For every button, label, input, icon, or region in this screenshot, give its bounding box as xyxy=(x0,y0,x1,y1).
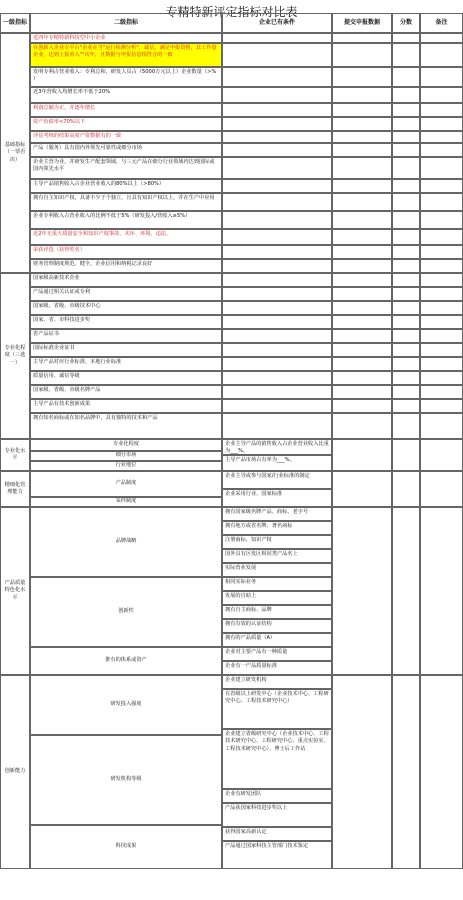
blank-cell xyxy=(332,179,392,193)
blank-cell xyxy=(332,259,392,273)
blank-cell xyxy=(420,471,463,507)
blank-cell xyxy=(420,117,463,131)
header-cell: 分数 xyxy=(392,13,420,33)
indicator-item-b: 产品通过相关认证或专利 xyxy=(30,287,222,301)
indicator-item-b: 省产品证书 xyxy=(30,329,222,343)
blank-cell xyxy=(420,399,463,413)
blank-cell xyxy=(222,33,332,43)
condition-item: 有省级以上研发中心（企业技术中心、工程研究中心、工程技术研究中心） xyxy=(222,689,332,729)
evaluation-level2: 行业地位 xyxy=(30,461,222,471)
indicator-item-a: 资产负债率<70%以下 xyxy=(30,117,222,131)
blank-cell xyxy=(420,211,463,229)
blank-cell xyxy=(222,301,332,315)
condition-item: 获得国家高新认定 xyxy=(222,827,332,841)
blank-cell xyxy=(420,193,463,211)
blank-cell xyxy=(332,131,392,143)
blank-cell xyxy=(420,273,463,287)
condition-item: 企业主导或参与国家/行业标准的制定 xyxy=(222,471,332,489)
evaluation-level2: 科技成果 xyxy=(30,825,222,869)
header-cell: 二级指标 xyxy=(30,13,222,33)
blank-cell xyxy=(420,67,463,87)
blank-cell xyxy=(222,193,332,211)
blank-cell xyxy=(222,385,332,399)
blank-cell xyxy=(332,33,392,43)
condition-item: 相同实际业务 xyxy=(222,577,332,591)
blank-cell xyxy=(420,675,463,869)
condition-item: 实际营业发展 xyxy=(222,563,332,577)
blank-cell xyxy=(392,507,420,675)
condition-item: 企业主导产品的销售收入占企业营业收入比重为___%。 xyxy=(222,439,332,455)
blank-cell xyxy=(332,157,392,179)
blank-cell xyxy=(332,67,392,87)
blank-cell xyxy=(420,87,463,103)
blank-cell xyxy=(420,315,463,329)
blank-cell xyxy=(392,103,420,117)
indicator-item-b: 国家、省、市科技进步奖 xyxy=(30,315,222,329)
blank-cell xyxy=(222,43,332,67)
blank-cell xyxy=(222,117,332,131)
blank-cell xyxy=(332,43,392,67)
blank-cell xyxy=(222,399,332,413)
blank-cell xyxy=(392,87,420,103)
blank-cell xyxy=(420,229,463,245)
blank-cell xyxy=(332,143,392,157)
blank-cell xyxy=(420,143,463,157)
blank-cell xyxy=(222,131,332,143)
blank-cell xyxy=(392,245,420,259)
indicator-item-a: 发明专利占营业收入：专利总和，研发人员占（5000万元以上）企业数量（>% ） xyxy=(30,67,222,87)
evaluation-level2: 研发投入强度 xyxy=(30,675,222,735)
blank-cell xyxy=(332,103,392,117)
blank-cell xyxy=(392,471,420,507)
blank-cell xyxy=(222,179,332,193)
blank-cell xyxy=(332,87,392,103)
blank-cell xyxy=(392,273,420,287)
blank-cell xyxy=(332,343,392,357)
blank-cell xyxy=(222,245,332,259)
blank-cell xyxy=(392,211,420,229)
indicator-item-a: 近2年无重大质量安全和知识产权事故，未环、环境、违法。 xyxy=(30,229,222,245)
indicator-item-a: 荣获评选（获得奖名） xyxy=(30,245,222,259)
blank-cell xyxy=(332,507,392,675)
indicator-item-a: 拥有自主知识产权，具备不少于个独立，且具有知识产权以上，并在生产中应用 xyxy=(30,193,222,211)
blank-cell xyxy=(420,329,463,343)
blank-cell xyxy=(332,371,392,385)
blank-cell xyxy=(392,259,420,273)
blank-cell xyxy=(332,117,392,131)
blank-cell xyxy=(222,67,332,87)
blank-cell xyxy=(392,67,420,87)
blank-cell xyxy=(392,675,420,869)
blank-cell xyxy=(392,399,420,413)
condition-item: 企业建立省级研究中心（企业技术中心、工程技术研究中心、工程研究中心、重点实验室、工程技术研究中心）、博士后工作站 xyxy=(222,729,332,789)
evaluation-level1: 产品质量特色化水平 xyxy=(0,507,30,675)
blank-cell xyxy=(420,259,463,273)
evaluation-level1: 精细化管理能力 xyxy=(0,471,30,507)
blank-cell xyxy=(392,131,420,143)
condition-item: 主导产品市场占有率为___%。 xyxy=(222,455,332,471)
condition-item: 产品通过国家科技主管部门技术鉴定 xyxy=(222,841,332,869)
indicator-item-a: 利润总额为正，并逐年增长 xyxy=(30,103,222,117)
indicator-item-b: 质量信用、诚信等级 xyxy=(30,371,222,385)
indicator-item-b: 国家级高新技术企业 xyxy=(30,273,222,287)
condition-item: 注册商标、知识产权 xyxy=(222,535,332,549)
blank-cell xyxy=(222,87,332,103)
blank-cell xyxy=(392,357,420,371)
evaluation-level2: 创新性 xyxy=(30,577,222,647)
blank-cell xyxy=(420,507,463,675)
condition-item: 企业有研发团队 xyxy=(222,789,332,803)
blank-cell xyxy=(222,287,332,301)
blank-cell xyxy=(392,229,420,245)
blank-cell xyxy=(392,179,420,193)
indicator-item-b: 主导产品对应行业标准、本地行业标准 xyxy=(30,357,222,371)
blank-cell xyxy=(392,157,420,179)
indicator-item-a: 企业专利收入占营业收入的比例不低于5%（研发投入/营收入≥5%） xyxy=(30,211,222,229)
condition-item: 企业采用行业、国家标准 xyxy=(222,489,332,507)
condition-item: 发展的自助上 xyxy=(222,591,332,605)
blank-cell xyxy=(420,439,463,471)
header-cell: 备注 xyxy=(420,13,463,33)
evaluation-level2: 推有的体系或资产 xyxy=(30,647,222,675)
blank-cell xyxy=(420,179,463,193)
condition-item: 拥有国家级名牌产品、商标、老字号 xyxy=(222,507,332,521)
condition-item: 拥有地方或省名牌、著名商标 xyxy=(222,521,332,535)
blank-cell xyxy=(332,471,392,507)
evaluation-level2: 专业化程度 xyxy=(30,439,222,451)
condition-item: 拥有自主商标、品牌 xyxy=(222,605,332,619)
blank-cell xyxy=(420,103,463,117)
blank-cell xyxy=(222,259,332,273)
blank-cell xyxy=(222,211,332,229)
blank-cell xyxy=(420,301,463,315)
blank-cell xyxy=(392,329,420,343)
blank-cell xyxy=(420,371,463,385)
indicator-item-a: 近四年专精特新科技型中小企业 xyxy=(30,33,222,43)
blank-cell xyxy=(392,193,420,211)
blank-cell xyxy=(420,131,463,143)
header-cell: 一级指标 xyxy=(0,13,30,33)
blank-cell xyxy=(332,229,392,245)
page-title: 专精特新评定指标对比表 xyxy=(165,5,298,19)
blank-cell xyxy=(392,33,420,43)
blank-cell xyxy=(222,413,332,439)
indicator-item-a: 产品（服务）具有国内外领先可靠性或细分市场 xyxy=(30,143,222,157)
section-b-label: 专业化程度（三选一） xyxy=(0,273,30,439)
condition-item: 拥有有效的认证结构 xyxy=(222,619,332,633)
indicator-item-a: 企业主营为业，并研发生产配套领域，与三元产品在细分行业领域内达到国际或国内领先水平 xyxy=(30,157,222,179)
blank-cell xyxy=(420,385,463,399)
blank-cell xyxy=(420,33,463,43)
blank-cell xyxy=(222,273,332,287)
blank-cell xyxy=(222,329,332,343)
indicator-item-b: 主导产品有技术创新成果 xyxy=(30,399,222,413)
blank-cell xyxy=(332,287,392,301)
blank-cell xyxy=(420,357,463,371)
blank-cell xyxy=(332,439,392,471)
blank-cell xyxy=(332,329,392,343)
blank-cell xyxy=(420,343,463,357)
indicator-item-a: 在创新入企业专平台"企业在当"运行检测分析"，诚信、满足申报资格，其工作量企业，达到上报单入""次年，且数据与申报信息相符合的一致 xyxy=(30,43,222,67)
blank-cell xyxy=(332,273,392,287)
blank-cell xyxy=(420,287,463,301)
evaluation-level1: 专业化水平 xyxy=(0,439,30,471)
blank-cell xyxy=(332,315,392,329)
indicator-item-b: 国家级、省级、市级技术中心 xyxy=(30,301,222,315)
blank-cell xyxy=(392,315,420,329)
condition-item: 企业建立研发机构 xyxy=(222,675,332,689)
blank-cell xyxy=(332,193,392,211)
blank-cell xyxy=(420,245,463,259)
blank-cell xyxy=(392,301,420,315)
blank-cell xyxy=(392,385,420,399)
blank-cell xyxy=(332,357,392,371)
blank-cell xyxy=(332,301,392,315)
blank-cell xyxy=(222,143,332,157)
blank-cell xyxy=(222,315,332,329)
condition-item: 国外具有区发区相同类产品名上 xyxy=(222,549,332,563)
blank-cell xyxy=(222,157,332,179)
blank-cell xyxy=(392,413,420,439)
blank-cell xyxy=(222,229,332,245)
condition-item: 拥有的产品质量（A） xyxy=(222,633,332,647)
evaluation-level2: 品牌战略 xyxy=(30,507,222,577)
condition-item: 企业对主要产品有一种质量 xyxy=(222,647,332,661)
blank-cell xyxy=(332,413,392,439)
blank-cell xyxy=(392,143,420,157)
blank-cell xyxy=(392,371,420,385)
blank-cell xyxy=(392,287,420,301)
section-a-label: 基础指标（一票否决） xyxy=(0,33,30,273)
blank-cell xyxy=(392,117,420,131)
indicator-item-a: 财务管理制度规范、健全，企业信用和纳税记录良好 xyxy=(30,259,222,273)
blank-cell xyxy=(222,357,332,371)
blank-cell xyxy=(392,43,420,67)
evaluation-level2: 采样制度 xyxy=(30,497,222,507)
blank-cell xyxy=(420,157,463,179)
blank-cell xyxy=(222,103,332,117)
blank-cell xyxy=(332,385,392,399)
evaluation-level2: 产品制度 xyxy=(30,471,222,497)
blank-cell xyxy=(420,43,463,67)
blank-cell xyxy=(392,343,420,357)
blank-cell xyxy=(420,413,463,439)
blank-cell xyxy=(332,245,392,259)
header-cell: 提交申报数据 xyxy=(332,13,392,33)
indicator-item-a: 评估考核的结果高度产资数据有的一致 xyxy=(30,131,222,143)
indicator-item-b: 拥有知名商标或在知名品牌中，具有独特的技术和产品 xyxy=(30,413,222,439)
evaluation-level2: 细分市场 xyxy=(30,451,222,461)
indicator-item-b: 国家级、省级、市级名牌产品 xyxy=(30,385,222,399)
blank-cell xyxy=(332,675,392,869)
blank-cell xyxy=(332,211,392,229)
blank-cell xyxy=(222,371,332,385)
condition-item: 产品获国家科技进步奖以上 xyxy=(222,803,332,827)
blank-cell xyxy=(392,439,420,471)
indicator-item-b: 国际标准企业证书 xyxy=(30,343,222,357)
condition-item: 企业有一产品质量标准 xyxy=(222,661,332,675)
header-cell: 企业已有条件 xyxy=(222,13,332,33)
indicator-item-a: 近3年营收入均增长率不低于20% xyxy=(30,87,222,103)
evaluation-level2: 研发机构等级 xyxy=(30,735,222,825)
indicator-item-a: 主导产品销售收入占企业营业收入的80%以上（>80%） xyxy=(30,179,222,193)
evaluation-level1: 创新能力 xyxy=(0,675,30,869)
blank-cell xyxy=(222,343,332,357)
blank-cell xyxy=(332,399,392,413)
